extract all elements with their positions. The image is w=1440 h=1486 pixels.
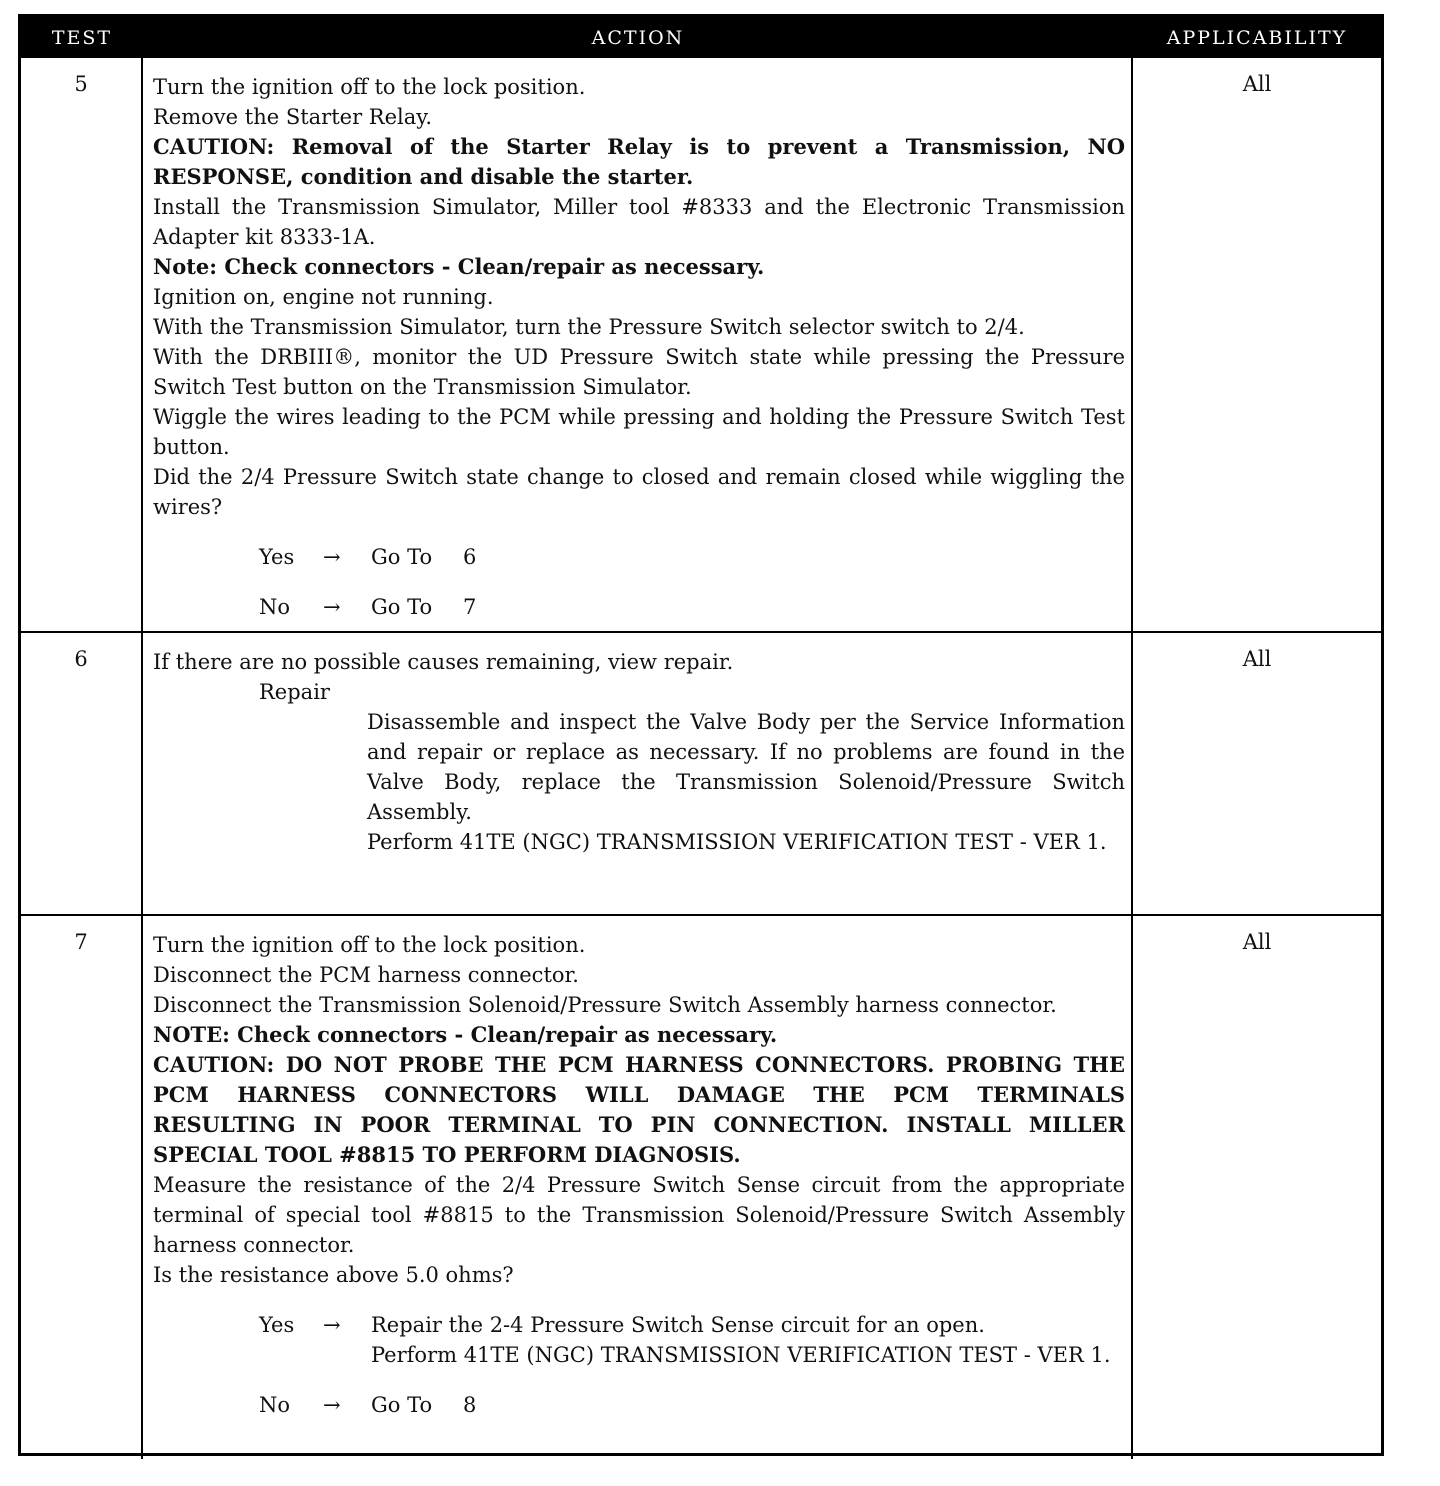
step-text: With the Transmission Simulator, turn the Pressure Switch selector switch to 2/4. (153, 315, 1025, 339)
step-text: Remove the Starter Relay. (153, 105, 433, 129)
action-cell (153, 647, 1125, 857)
goto-text: Go To (371, 1393, 433, 1417)
goto-text: Go To (371, 595, 433, 619)
goto-target-link[interactable]: 7 (463, 595, 477, 619)
test-number: 5 (74, 72, 88, 96)
step-text: If there are no possible causes remaining, view repair. (153, 650, 734, 674)
goto-target-link[interactable]: 8 (463, 1393, 477, 1417)
diagnostic-table (18, 14, 1384, 1456)
action-cell (153, 930, 1125, 1420)
table-header (21, 17, 1381, 58)
yes-label: Yes (259, 545, 295, 569)
applicability-cell: All (1242, 930, 1272, 954)
header-applicability: APPLICABILITY (1166, 27, 1348, 49)
question-text: Did the 2/4 Pressure Switch state change to closed and remain closed while wiggling the wires? (153, 465, 1125, 519)
caution-text: CAUTION: DO NOT PROBE THE PCM HARNESS CONNECTORS. PROBING THE PCM HARNESS CONNECTORS WILL DAMAGE THE PCM TERMINALS RESULTING IN POOR TERMINAL TO PIN CONNECTION. INSTALL MILLER SPECIAL TOOL #8815 TO PERFORM DIAGNOSIS. (153, 1052, 1125, 1167)
applicability-cell: All (1242, 647, 1272, 671)
repair-label: Repair (259, 680, 330, 704)
arrow-icon: → (323, 1313, 341, 1337)
repair-text: Disassemble and inspect the Valve Body per the Service Information and repair or replace as necessary. If no problems are found in the Valve Body, replace the Transmission Solenoid/Pressure Switch Assembly. (367, 710, 1125, 824)
step-text: Disconnect the Transmission Solenoid/Pressure Switch Assembly harness connector. (153, 993, 1057, 1017)
goto-target-link[interactable]: 6 (463, 545, 477, 569)
step-text: Turn the ignition off to the lock position. (153, 933, 586, 957)
no-branch (153, 1390, 1125, 1420)
no-branch (153, 592, 1125, 622)
test-number: 6 (74, 647, 88, 671)
no-label: No (259, 595, 291, 619)
test-number: 7 (74, 930, 88, 954)
table-row-test-7 (21, 914, 1381, 1459)
caution-text: CAUTION: Removal of the Starter Relay is to prevent a Transmission, NO RESPONSE, condition and disable the starter. (153, 134, 1125, 189)
note-text: NOTE: Check connectors - Clean/repair as necessary. (153, 1022, 778, 1047)
arrow-icon: → (323, 1393, 341, 1417)
table-row-test-5 (21, 58, 1381, 632)
verification-text: Perform 41TE (NGC) TRANSMISSION VERIFICATION TEST - VER 1. (371, 1343, 1111, 1367)
step-text: Wiggle the wires leading to the PCM while pressing and holding the Pressure Switch Test button. (153, 405, 1125, 459)
yes-branch (153, 542, 1125, 572)
no-label: No (259, 1393, 291, 1417)
header-test: TEST (51, 27, 113, 49)
step-text: Ignition on, engine not running. (153, 285, 494, 309)
step-text: With the DRBIII®, monitor the UD Pressure Switch state while pressing the Pressure Switch Test button on the Transmission Simulator. (153, 345, 1125, 399)
header-action: ACTION (591, 27, 685, 49)
arrow-icon: → (323, 595, 341, 619)
yes-label: Yes (259, 1313, 295, 1337)
applicability-cell: All (1242, 72, 1272, 96)
question-text: Is the resistance above 5.0 ohms? (153, 1263, 514, 1287)
repair-text: Repair the 2-4 Pressure Switch Sense circuit for an open. (371, 1313, 985, 1337)
table-row-test-6 (21, 631, 1381, 914)
step-text: Measure the resistance of the 2/4 Pressure Switch Sense circuit from the appropriate terminal of special tool #8815 to the Transmission Solenoid/Pressure Switch Assembly harness connector. (153, 1173, 1125, 1257)
step-text: Turn the ignition off to the lock position. (153, 75, 586, 99)
note-text: Note: Check connectors - Clean/repair as necessary. (153, 254, 765, 279)
step-text: Install the Transmission Simulator, Miller tool #8333 and the Electronic Transmission Adapter kit 8333-1A. (153, 195, 1125, 249)
verification-text: Perform 41TE (NGC) TRANSMISSION VERIFICATION TEST - VER 1. (367, 830, 1107, 854)
action-cell (153, 72, 1125, 622)
goto-text: Go To (371, 545, 433, 569)
arrow-icon: → (323, 545, 341, 569)
step-text: Disconnect the PCM harness connector. (153, 963, 579, 987)
yes-branch (153, 1310, 1125, 1370)
